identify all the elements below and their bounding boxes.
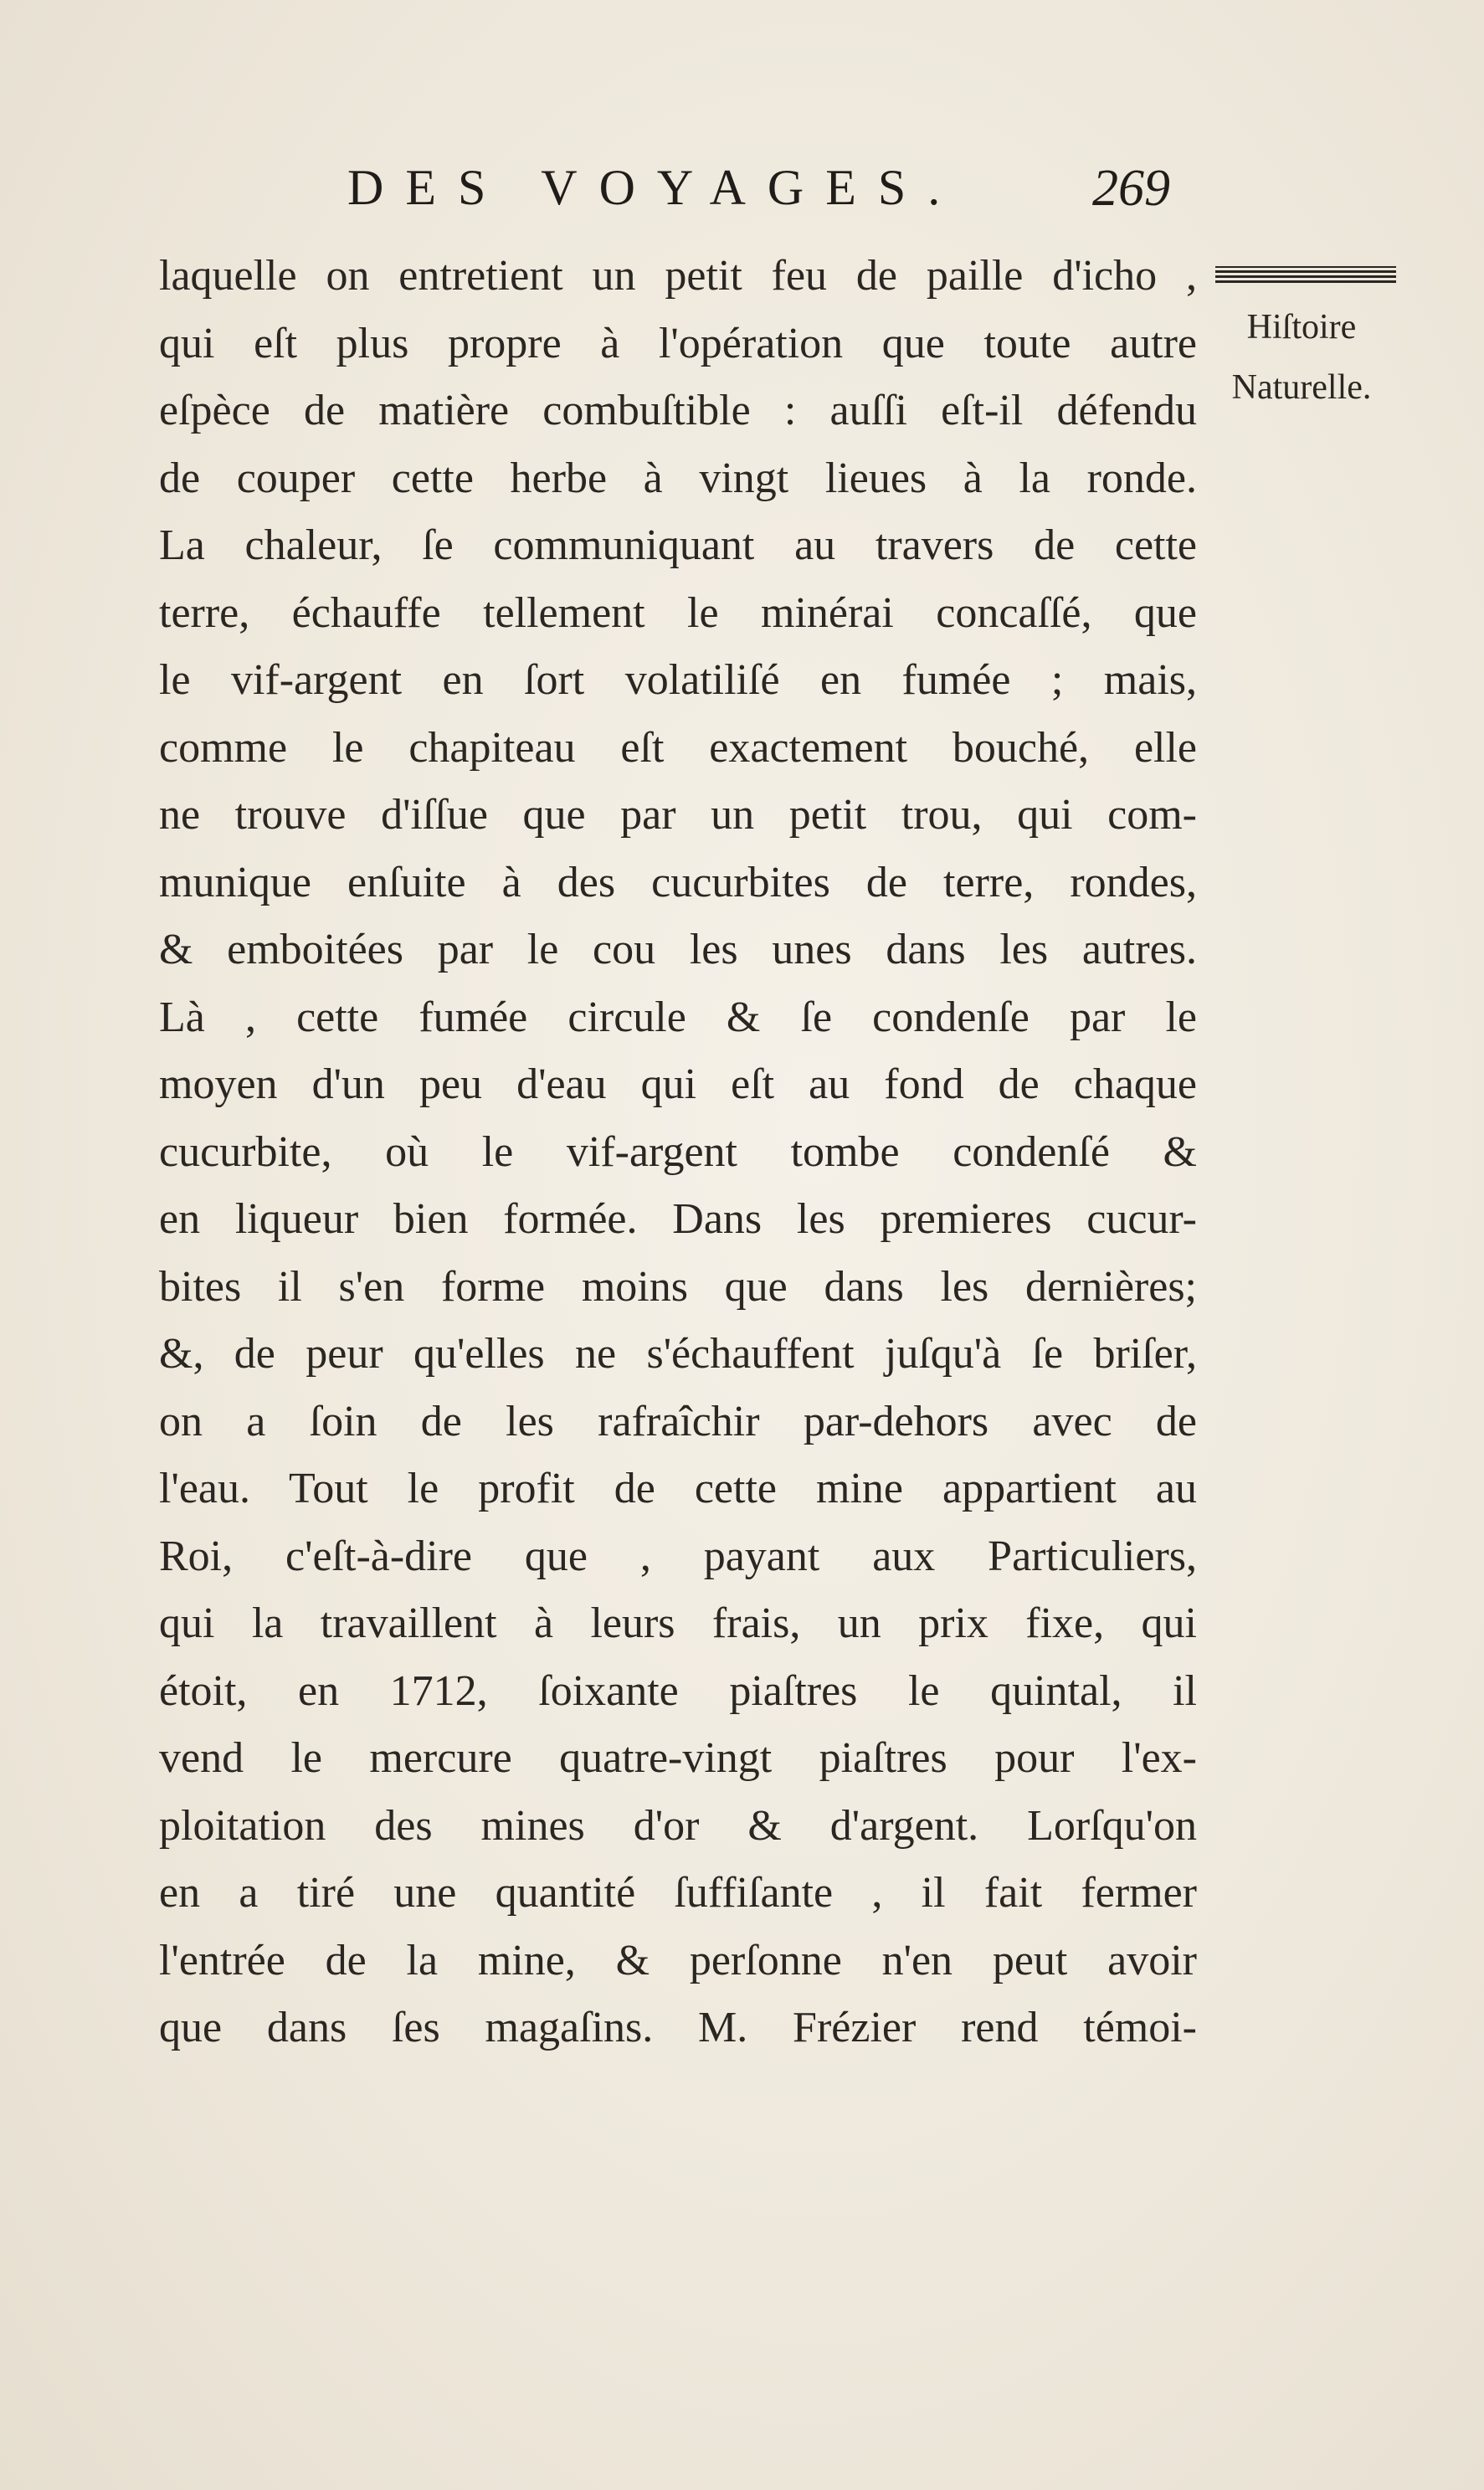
text-line: munique enſuite à des cucurbites de terre, rondes, — [159, 858, 1197, 906]
text-line: & emboitées par le cou les unes dans les autres. — [159, 926, 1197, 973]
text-line: terre, échauffe tellement le minérai concaſſé, que — [159, 588, 1197, 637]
running-title: DES VOYAGES. — [347, 160, 963, 215]
page-number: 269 — [1092, 160, 1170, 217]
text-line: de couper cette herbe à vingt lieues à la ronde. — [159, 454, 1197, 502]
text-line: vend le mercure quatre-vingt piaſtres pour l'ex- — [159, 1734, 1197, 1782]
text-line: La chaleur, ſe communiquant au travers de cette — [159, 521, 1197, 569]
text-line: &, de peur qu'elles ne s'échauffent juſqu'à ſe briſer, — [159, 1330, 1197, 1378]
text-line: cucurbite, où le vif-argent tombe condenſé & — [159, 1127, 1197, 1176]
margin-rule-ornament — [1215, 266, 1396, 283]
margin-note-line: Naturelle. — [1231, 368, 1372, 407]
text-line: Roi, c'eſt-à-dire que , payant aux Particuliers, — [159, 1532, 1197, 1580]
margin-note-line: Hiſtoire — [1246, 308, 1357, 347]
text-line: Là , cette fumée circule & ſe condenſe par le — [159, 993, 1197, 1041]
text-line: ploitation des mines d'or & d'argent. Lorſqu'on — [159, 1801, 1197, 1850]
text-line: qui eſt plus propre à l'opération que toute autre — [159, 319, 1197, 367]
text-line: en liqueur bien formée. Dans les premieres cucur- — [159, 1195, 1197, 1243]
text-line: en a tiré une quantité ſuffiſante , il fait fermer — [159, 1869, 1197, 1917]
text-line: eſpèce de matière combuſtible : auſſi eſt-il défendu — [159, 387, 1197, 434]
text-line: comme le chapiteau eſt exactement bouché, elle — [159, 723, 1197, 772]
text-line: l'eau. Tout le profit de cette mine appartient au — [159, 1465, 1197, 1512]
text-line: laquelle on entretient un petit feu de paille d'icho , — [159, 252, 1197, 300]
body-text — [159, 243, 1197, 2062]
text-line: que dans ſes magaſins. M. Frézier rend témoi- — [159, 2004, 1197, 2051]
text-line: moyen d'un peu d'eau qui eſt au fond de chaque — [159, 1060, 1197, 1108]
text-line: bites il s'en forme moins que dans les dernières; — [159, 1262, 1197, 1311]
text-line: le vif-argent en ſort volatiliſé en fumée ; mais, — [159, 656, 1197, 704]
text-line: on a ſoin de les rafraîchir par-dehors avec de — [159, 1397, 1197, 1445]
margin-note — [1205, 297, 1398, 418]
text-line: ne trouve d'iſſue que par un petit trou, qui com- — [159, 791, 1197, 839]
running-head — [347, 159, 1170, 234]
text-line: étoit, en 1712, ſoixante piaſtres le quintal, il — [159, 1666, 1197, 1715]
text-line: qui la travaillent à leurs frais, un prix fixe, qui — [159, 1599, 1197, 1647]
text-line: l'entrée de la mine, & perſonne n'en peut avoir — [159, 1936, 1197, 1984]
